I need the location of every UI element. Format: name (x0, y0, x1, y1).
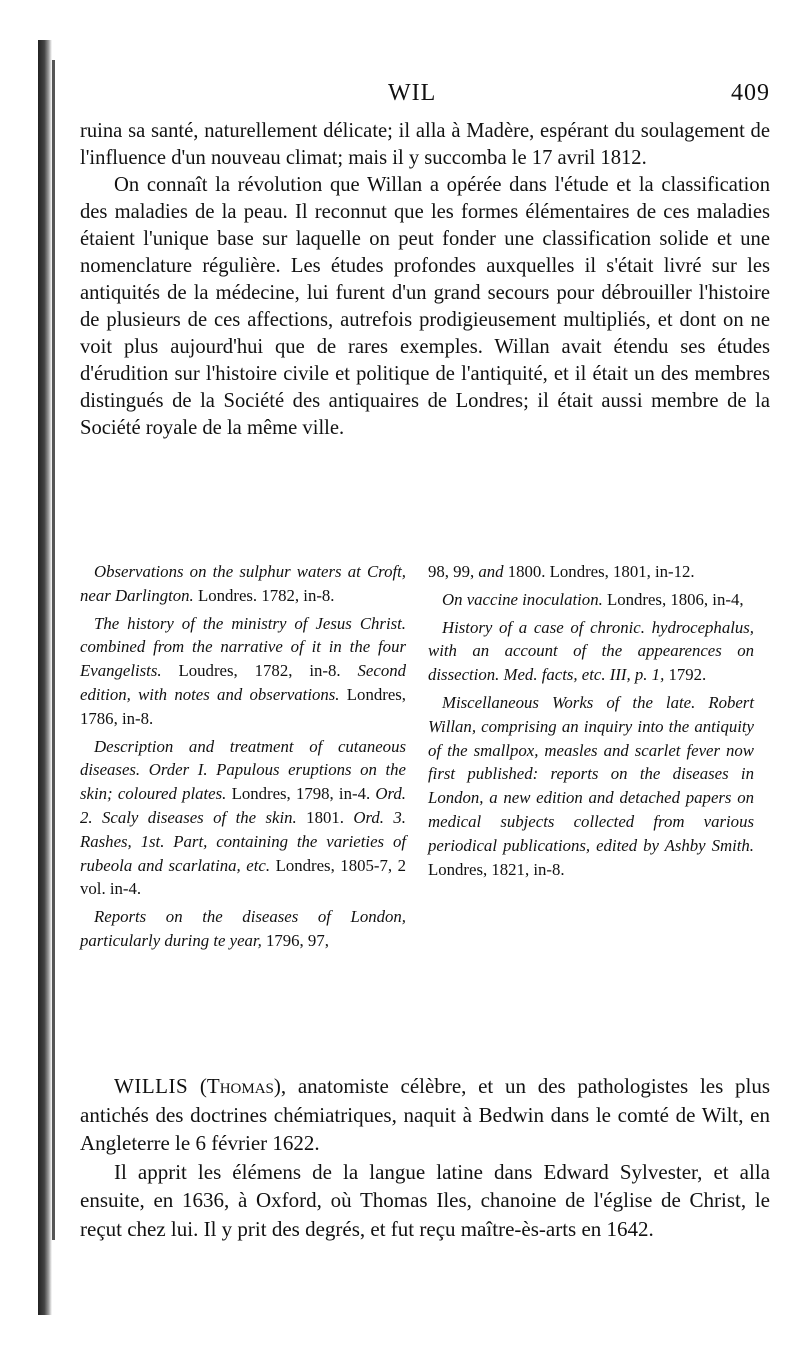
bibliography-left-column (80, 560, 406, 957)
running-title: WIL (388, 80, 437, 106)
reference-edition: Second edition, with notes and observations. (80, 661, 406, 704)
willis-paragraph-2: Il apprit les élémens de la langue latine dans Edward Sylvester, et alla ensuite, en 1636, à Oxford, où Thomas Iles, chanoine de l'église de Christ, le reçut chez lui. Il y prit des degrés, et fut reçu maître-ès-arts en 1642. (80, 1159, 770, 1241)
willis-entry (80, 1072, 770, 1243)
reference-publication: 1796, 97, (261, 930, 329, 950)
reference-title: Observations on the sulphur waters at Croft, near Darlington. (80, 562, 406, 605)
reference-title: Description and treatment of cutaneous diseases. Order I. Papulous eruptions on the skin; coloured plates. (80, 736, 406, 804)
reference-publication: Londres, 1821, in-8. (428, 859, 565, 879)
reference-publication: Londres, 1805-7, 2 vol. in-4. (80, 855, 406, 899)
reference-entry (80, 905, 406, 953)
bio-paragraph-2: On connaît la révolution que Willan a opérée dans l'étude et la classification des maladies de la peau. Il reconnut que les formes élémentaires de ces maladies étaient l'unique base sur laquelle on peut fonder une classification solide et une nomenclature régulière. Les études profondes auxquelles il s'était livré sur les antiquités de la médecine, lui furent d'un grand secours pour débrouiller l'histoire de plusieurs de ces affections, autrefois prodigieusement multipliés, et dont on ne voit plus aujourd'hui que de rares exemples. Willan avait étendu ses études d'érudition sur l'histoire civile et politique de l'antiquité, et il était un des membres distingués de la Société des antiquaires de Londres; il était aussi membre de la Société royale de la même ville. (80, 174, 770, 439)
reference-entry (80, 560, 406, 608)
reference-title: The history of the ministry of Jesus Christ. combined from the narrative of it in the four Evangelists. (80, 613, 406, 681)
page-binding-edge (52, 60, 55, 1240)
reference-order-2: Ord. 2. Scaly diseases of the skin. (80, 784, 406, 827)
reference-publication: Londres. 1782, in-8. (193, 585, 335, 605)
reference-publication: Londres, 1806, in-4, (602, 589, 744, 609)
reference-entry (80, 612, 406, 731)
reference-entry (80, 735, 406, 902)
reference-publication: 98, 99, (428, 562, 479, 581)
running-header (80, 80, 770, 110)
bio-paragraph-1: ruina sa santé, naturellement délicate; il alla à Madère, espérant du soulagement de l'influence d'un nouveau climat; mais il y succomba le 17 avril 1812. (80, 120, 770, 169)
page-binding-shadow (38, 40, 52, 1315)
willis-paragraph-1-text: , anatomiste célèbre, et un des pathologistes les plus antichés des doctrines chémiatriques, naquit à Bedwin dans le comté de Wilt, en Angleterre le 6 février 1622. (80, 1074, 771, 1155)
reference-entry (428, 616, 754, 687)
reference-publication: Londres, 1786, in-8. (80, 684, 406, 728)
willan-biography (80, 118, 770, 442)
reference-order-3: Ord. 3. Rashes, 1st. Part, containing the varieties of rubeola and scarlatina, etc. (80, 807, 406, 875)
reference-title: History of a case of chronic. hydrocephalus, with an account of the appearences on dissection. Med. facts, etc. III, p. 1, (428, 617, 754, 685)
reference-publication: 1801. (296, 807, 354, 827)
reference-publication: 1792. (664, 665, 707, 685)
reference-title: Reports on the diseases of London, particularly during te year, (80, 907, 406, 950)
reference-entry (428, 691, 754, 881)
entry-given-name: (Thomas) (199, 1074, 281, 1098)
reference-publication: Loudres, 1782, in-8. (161, 661, 358, 681)
reference-publication: 1800. Londres, 1801, in-12. (503, 562, 695, 581)
reference-entry (428, 588, 754, 612)
reference-title: Miscellaneous Works of the late. Robert Willan, comprising an inquiry into the antiquity of the smallpox, measles and scarlet fever now first published: reports on the diseases in London, a new edition and detached papers on medical subjects collected from various periodical publications, edited by Ashby Smith. (428, 692, 754, 855)
bibliography (80, 560, 770, 1050)
entry-name: WILLIS (114, 1074, 189, 1098)
reference-continuation (428, 560, 754, 584)
reference-conjunction: and (478, 562, 504, 581)
reference-publication: Londres, 1798, in-4. (226, 784, 376, 804)
willis-paragraph-1 (80, 1072, 770, 1158)
bibliography-right-column (428, 560, 754, 885)
page-number: 409 (731, 80, 770, 106)
reference-title: On vaccine inoculation. (442, 589, 603, 609)
